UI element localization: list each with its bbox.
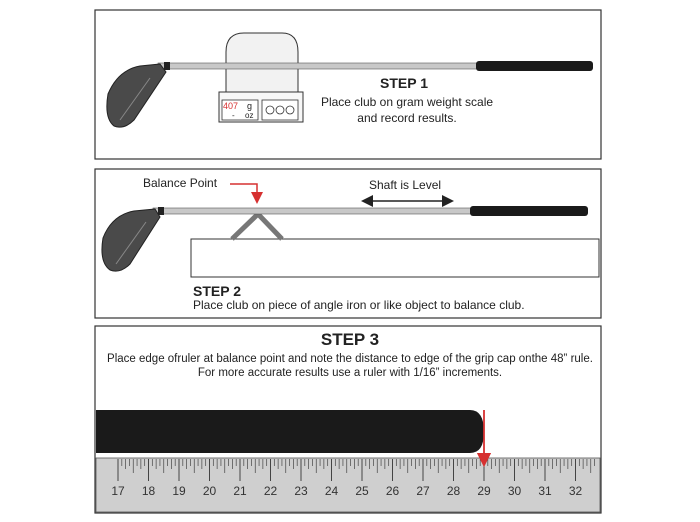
ruler-tick-label: 25: [355, 484, 369, 498]
grip-closeup: [96, 410, 484, 453]
scale-oz-readout: -: [232, 111, 235, 120]
step2-instructions: Place club on piece of angle iron or like object to balance club.: [193, 298, 525, 312]
ruler-tick-label: 23: [294, 484, 308, 498]
balance-point-label: Balance Point: [143, 176, 218, 190]
club-grip: [470, 206, 588, 216]
step3-instructions: Place edge ofruler at balance point and note the distance to edge of the grip cap onthe 48” rule. For more accurate results use a ruler with 1/16” increments.: [107, 353, 593, 379]
ruler-tick-label: 27: [416, 484, 430, 498]
ruler-tick-label: 29: [477, 484, 491, 498]
step2-title: STEP 2: [193, 283, 241, 299]
ruler-tick-label: 31: [538, 484, 552, 498]
ruler-tick-label: 32: [568, 484, 583, 498]
club-grip: [476, 61, 593, 71]
ruler-tick-label: 20: [202, 484, 217, 498]
step1-instructions: Place club on gram weight scale and record results.: [320, 95, 494, 125]
ruler-tick-label: 22: [263, 484, 278, 498]
ruler-tick-label: 18: [141, 484, 156, 498]
ruler-tick-label: 19: [172, 484, 186, 498]
ruler-tick-label: 26: [385, 484, 400, 498]
shaft-level-label: Shaft is Level: [369, 178, 442, 192]
scale-weight-readout: 407: [223, 101, 239, 111]
step1-title: STEP 1: [380, 75, 428, 91]
scale-oz-unit: oz: [245, 111, 254, 120]
ruler-tick-label: 17: [111, 484, 125, 498]
scale-weight-unit: g: [247, 101, 253, 111]
angle-iron-block: [191, 239, 599, 277]
ruler-tick-label: 21: [233, 484, 247, 498]
ruler-tick-label: 30: [507, 484, 522, 498]
step3-title: STEP 3: [320, 330, 380, 349]
step1-panel: [95, 10, 601, 159]
ruler-tick-label: 28: [446, 484, 461, 498]
ruler-tick-label: 24: [324, 484, 339, 498]
